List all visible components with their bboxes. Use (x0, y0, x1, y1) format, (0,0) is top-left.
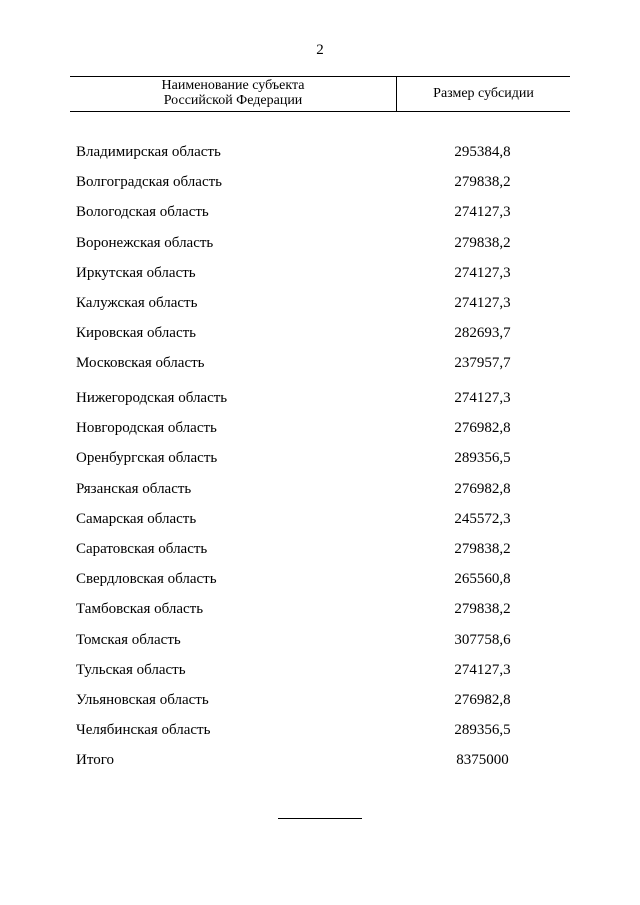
region-name: Калужская область (76, 294, 198, 311)
subsidy-value: 295384,8 (454, 144, 511, 160)
table-row (0, 478, 640, 508)
page-number: 2 (316, 42, 324, 58)
subsidy-value: 276982,8 (454, 480, 511, 497)
table-header (70, 76, 570, 112)
subsidy-table-body (0, 141, 640, 779)
table-row (0, 141, 640, 171)
region-name: Челябинская область (76, 722, 211, 739)
region-name: Саратовская область (76, 540, 208, 557)
region-name: Ульяновская область (76, 691, 209, 708)
table-row (0, 598, 640, 628)
end-separator-line (278, 818, 362, 819)
table-row (0, 387, 640, 417)
region-name: Кировская область (76, 325, 197, 342)
region-name: Рязанская область (76, 480, 192, 497)
region-name: Свердловская область (76, 571, 217, 588)
subsidy-value: 245572,3 (454, 510, 511, 527)
subsidy-value: 265560,8 (454, 571, 511, 588)
subsidy-value: 274127,3 (454, 294, 511, 311)
table-row (0, 232, 640, 262)
table-row (0, 417, 640, 447)
table-row (0, 322, 640, 352)
region-name: Томская область (76, 631, 181, 648)
table-row (0, 201, 640, 231)
region-name: Оренбургская область (76, 450, 218, 467)
subsidy-value: 289356,5 (454, 450, 511, 467)
table-row (0, 568, 640, 598)
region-name: Новгородская область (76, 420, 217, 437)
header-region-name-line1: Наименование субъекта (161, 78, 305, 93)
region-name: Самарская область (76, 510, 197, 527)
table-row (0, 292, 640, 322)
table-row (0, 262, 640, 292)
subsidy-value: 279838,2 (454, 601, 511, 618)
table-row (0, 689, 640, 719)
region-name: Владимирская область (76, 144, 221, 160)
table-row (0, 629, 640, 659)
subsidy-value: 274127,3 (454, 204, 511, 221)
subsidy-value: 307758,6 (454, 631, 511, 648)
header-region-name (70, 77, 396, 111)
header-region-name-line2: Российской Федерации (163, 93, 303, 108)
subsidy-value: 279838,2 (454, 174, 511, 191)
table-row (0, 171, 640, 201)
subsidy-value: 279838,2 (454, 234, 511, 251)
region-name: Иркутская область (76, 264, 196, 281)
table-row (0, 352, 640, 382)
table-row (0, 538, 640, 568)
region-name: Вологодская область (76, 204, 209, 221)
total-label: Итого (76, 752, 114, 769)
subsidy-value: 279838,2 (454, 540, 511, 557)
region-name: Нижегородская область (76, 390, 228, 406)
subsidy-value: 274127,3 (454, 264, 511, 281)
subsidy-value: 274127,3 (454, 661, 511, 678)
table-row (0, 447, 640, 477)
region-name: Тамбовская область (76, 601, 204, 618)
table-row (0, 719, 640, 749)
subsidy-value: 276982,8 (454, 691, 511, 708)
total-value: 8375000 (456, 752, 509, 769)
subsidy-value: 289356,5 (454, 722, 511, 739)
subsidy-value: 237957,7 (454, 355, 511, 372)
region-name: Московская область (76, 355, 205, 372)
region-name: Воронежская область (76, 234, 214, 251)
region-name: Тульская область (76, 661, 186, 678)
subsidy-value: 276982,8 (454, 420, 511, 437)
table-row-total (0, 749, 640, 779)
subsidy-value: 274127,3 (454, 390, 511, 406)
table-row (0, 508, 640, 538)
table-row (0, 659, 640, 689)
header-subsidy-amount: Размер субсидии (433, 86, 534, 101)
subsidy-value: 282693,7 (454, 325, 511, 342)
region-name: Волгоградская область (76, 174, 222, 191)
